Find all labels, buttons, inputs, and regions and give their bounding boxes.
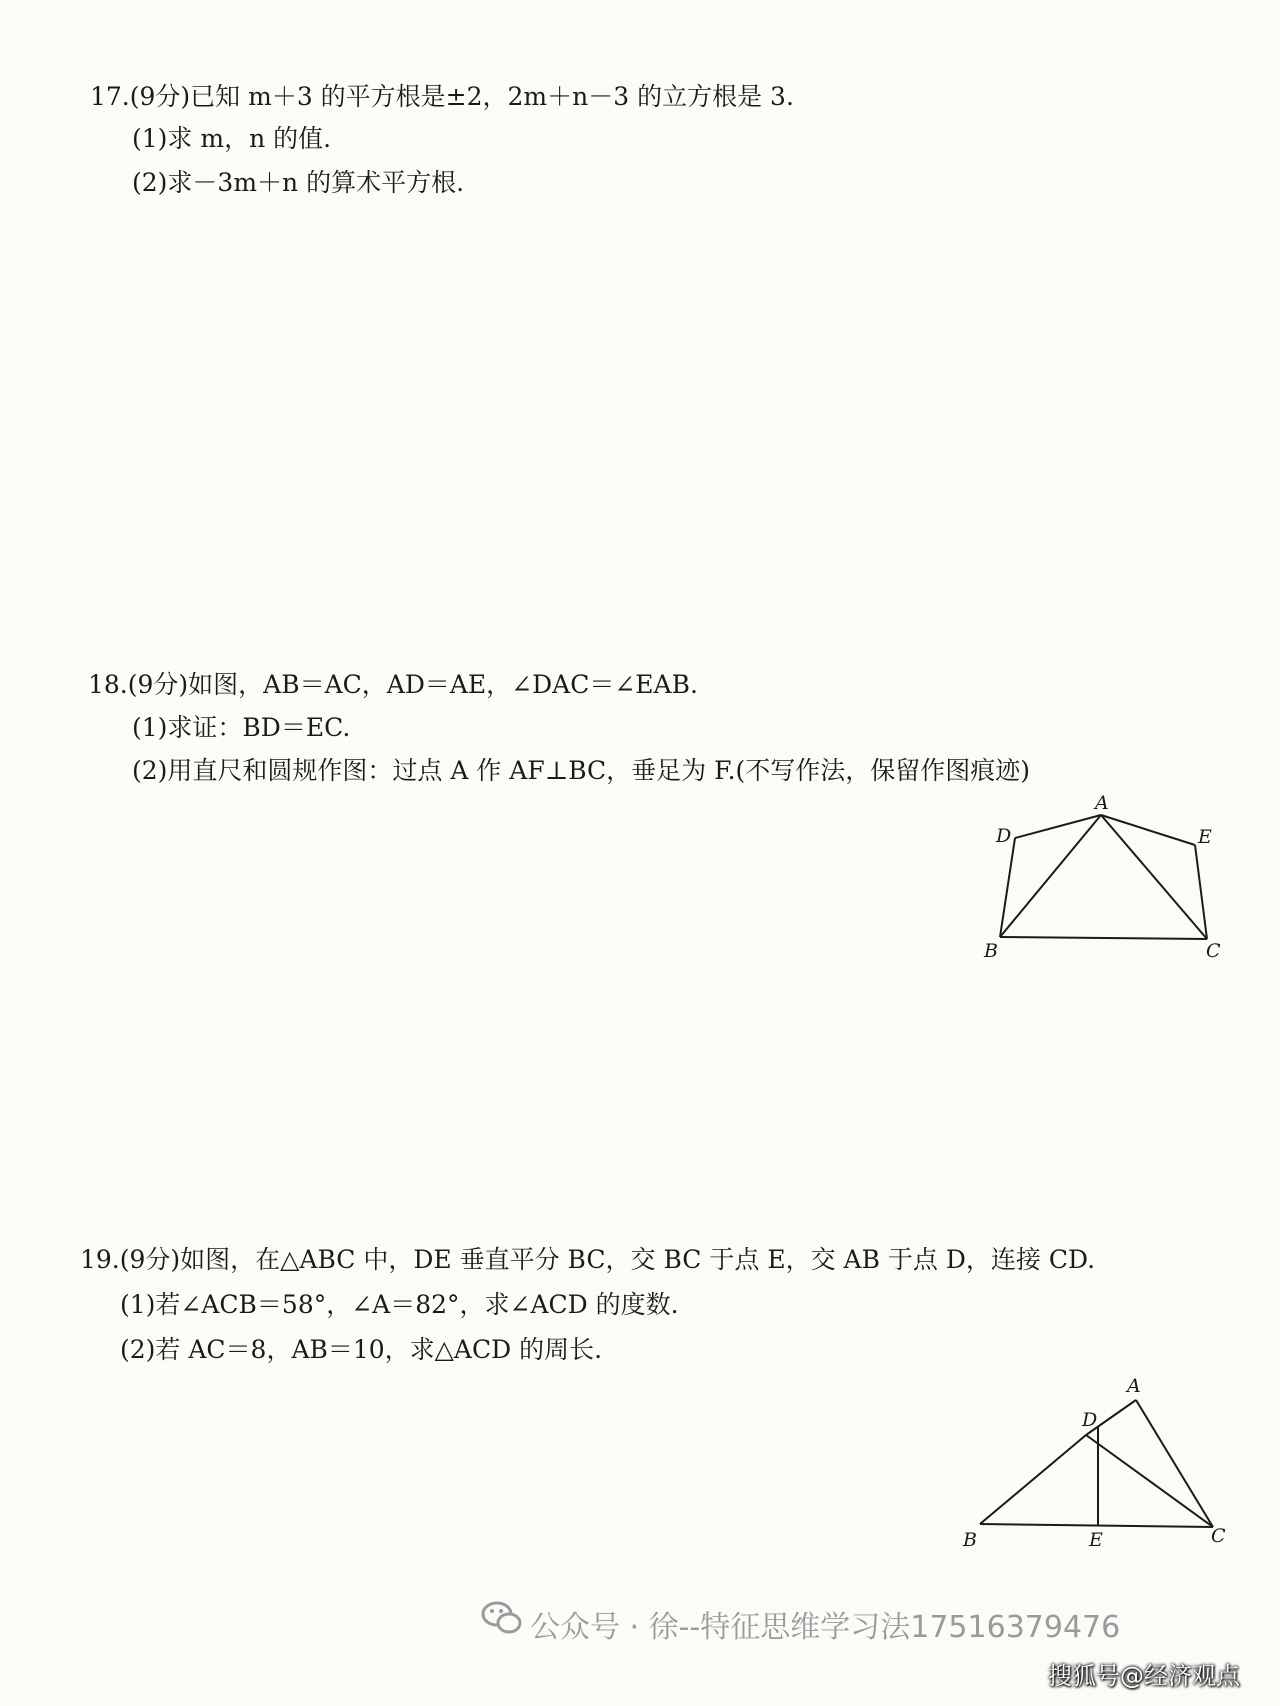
label-e: E [1198, 826, 1212, 848]
triangle-diagram [955, 1370, 1235, 1550]
problem-19-stem: 19.(9分)如图，在△ABC 中，DE 垂直平分 BC，交 BC 于点 E，交 AB 于点 D，连接 CD. [80, 1245, 1096, 1274]
problem-18-part-2: (2)用直尺和圆规作图：过点 A 作 AF⊥BC，垂足为 F.(不写作法，保留作图痕迹) [132, 756, 1031, 785]
segment-bd [980, 1435, 1086, 1524]
segment-dc [1086, 1435, 1213, 1527]
segment-bc [1000, 937, 1207, 939]
problem-18-stem: 18.(9分)如图，AB＝AC，AD＝AE，∠DAC＝∠EAB. [88, 670, 698, 699]
watermark-text: 公众号 · 徐--特征思维学习法17516379476 [530, 1610, 1121, 1645]
problem-18-figure [980, 795, 1240, 969]
problem-17-part-2: (2)求－3m＋n 的算术平方根. [132, 168, 465, 197]
wechat-icon [480, 1598, 524, 1638]
problem-18-part-1: (1)求证：BD＝EC. [132, 713, 351, 742]
problem-19-figure [955, 1370, 1235, 1554]
problem-17-part-1: (1)求 m，n 的值. [132, 124, 332, 153]
label-b: B [984, 940, 998, 962]
problem-19-part-2: (2)若 AC＝8，AB＝10，求△ACD 的周长. [120, 1335, 603, 1364]
segment-bc [980, 1524, 1213, 1527]
source-label: 搜狐号@经济观点 [1048, 1662, 1240, 1690]
label-c: C [1206, 940, 1221, 962]
segment-ac [1101, 815, 1207, 939]
label-a: A [1127, 1375, 1141, 1397]
segment-ce [1195, 845, 1207, 939]
label-a: A [1095, 795, 1109, 814]
segment-ad [1015, 815, 1101, 838]
wechat-icon [524, 1604, 525, 1623]
problem-17-stem: 17.(9分)已知 m＋3 的平方根是±2，2m＋n－3 的立方根是 3. [90, 82, 794, 111]
label-e: E [1089, 1529, 1103, 1550]
label-d: D [996, 825, 1012, 847]
label-d: D [1082, 1409, 1098, 1431]
segment-ab [1000, 815, 1101, 937]
problem-19-part-1: (1)若∠ACB＝58°，∠A＝82°，求∠ACD 的度数. [120, 1290, 679, 1319]
segment-ac [1136, 1400, 1213, 1527]
quadrilateral-diagram [980, 795, 1240, 965]
label-c: C [1211, 1525, 1226, 1547]
label-b: B [963, 1529, 977, 1550]
